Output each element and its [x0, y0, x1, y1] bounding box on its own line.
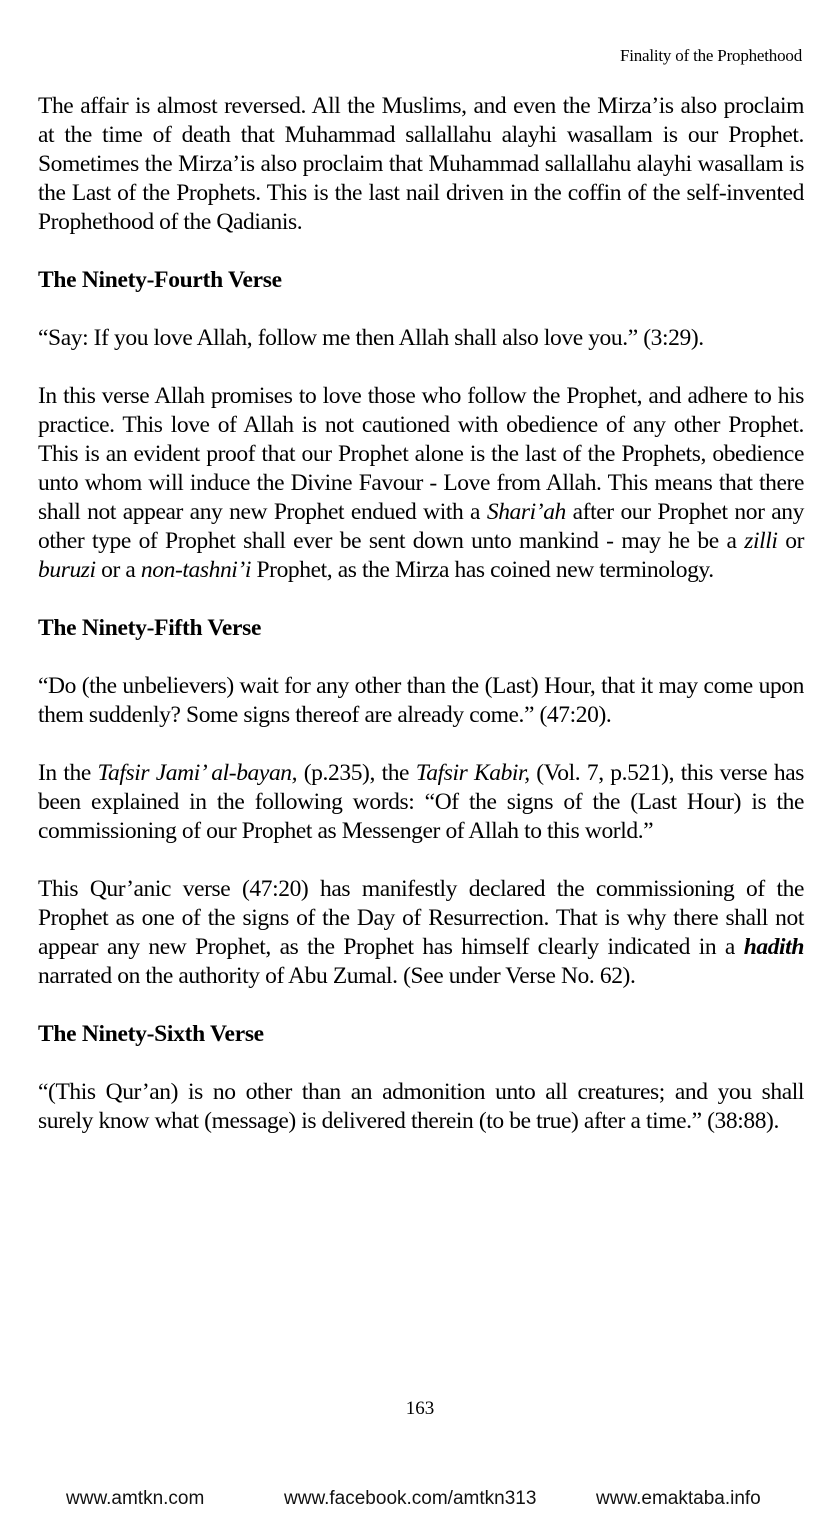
intro-paragraph: The affair is almost reversed. All the Muslims, and even the Mirza’is also proclaim at the time of death that Muhammad sallallahu alayhi wasallam is our Prophet. Sometimes the Mirza’is also proclaim that Muhammad sallallahu alayhi wasallam is the Last of the Prophets. This is the last nail driven in the coffin of the self-invented Prophethood of the Qadianis.: [38, 93, 804, 235]
title-tafsir-jami: Tafsir Jami’ al-bayan,: [97, 760, 298, 786]
footer-link-emaktaba[interactable]: www.emaktaba.info: [596, 1488, 761, 1509]
text-run: narrated on the authority of Abu Zumal. (See under Verse No. 62).: [38, 963, 636, 989]
text-run: or a: [95, 557, 141, 583]
text-run: (Vol. 7, p.521), this verse has been explained in the following words: “Of the signs of the (Last Hour) is the commissioning of our Prophet as Messenger of Allah to this world.”: [38, 760, 805, 844]
commentary-ninety-fourth-verse: [38, 382, 804, 585]
title-tafsir-kabir: Tafsir Kabir,: [415, 760, 530, 786]
quote-ninety-sixth-verse: “(This Qur’an) is no other than an admonition unto all creatures; and you shall surely know what (message) is delivered therein (to be true) after a time.” (38:88).: [38, 1079, 804, 1134]
text-run: after our Prophet nor any other type of Prophet shall ever be sent down unto mankind - may he be a: [38, 499, 804, 554]
footer-link-facebook[interactable]: www.facebook.com/amtkn313: [284, 1488, 537, 1509]
page-number: 163: [405, 1398, 435, 1419]
text-run: (p.235), the: [297, 760, 416, 786]
heading-ninety-sixth-verse: The Ninety-Sixth Verse: [38, 1021, 264, 1047]
text-run: This Qur’anic verse (47:20) has manifestly declared the commissioning of the Prophet as one of the signs of the Day of Resurrection. That is why there shall not appear any new Prophet, as the Prophet has himself clearly indicated in a: [38, 876, 804, 960]
term-hadith: hadith: [743, 934, 804, 960]
text-run: Prophet, as the Mirza has coined new terminology.: [251, 557, 714, 583]
term-buruzi: buruzi: [38, 557, 96, 583]
term-non-tashni: non-tashni’i: [140, 557, 251, 583]
commentary-quranic-verse: [38, 875, 804, 991]
term-shariah: Shari’ah: [486, 499, 566, 525]
text-run: In the: [38, 760, 98, 786]
page-content: [38, 92, 804, 1165]
commentary-tafsir: [38, 759, 804, 846]
footer-link-amtkn[interactable]: www.amtkn.com: [66, 1488, 205, 1509]
text-run: In this verse Allah promises to love those who follow the Prophet, and adhere to his practice. This love of Allah is not cautioned with obedience of any other Prophet. This is an evident proof that our Prophet alone is the last of the Prophets, obedience unto whom will induce the Divine Favour - Love from Allah. This means that there shall not appear any new Prophet endued with a: [38, 383, 804, 525]
term-zilli: zilli: [744, 528, 778, 554]
running-header: Finality of the Prophethood: [619, 46, 802, 65]
quote-ninety-fourth-verse: “Say: If you love Allah, follow me then Allah shall also love you.” (3:29).: [38, 325, 704, 351]
heading-ninety-fourth-verse: The Ninety-Fourth Verse: [38, 267, 282, 293]
text-run: or: [777, 528, 804, 554]
quote-ninety-fifth-verse: “Do (the unbelievers) wait for any other than the (Last) Hour, that it may come upon them suddenly? Some signs thereof are already come.” (47:20).: [38, 673, 804, 728]
heading-ninety-fifth-verse: The Ninety-Fifth Verse: [38, 615, 262, 641]
